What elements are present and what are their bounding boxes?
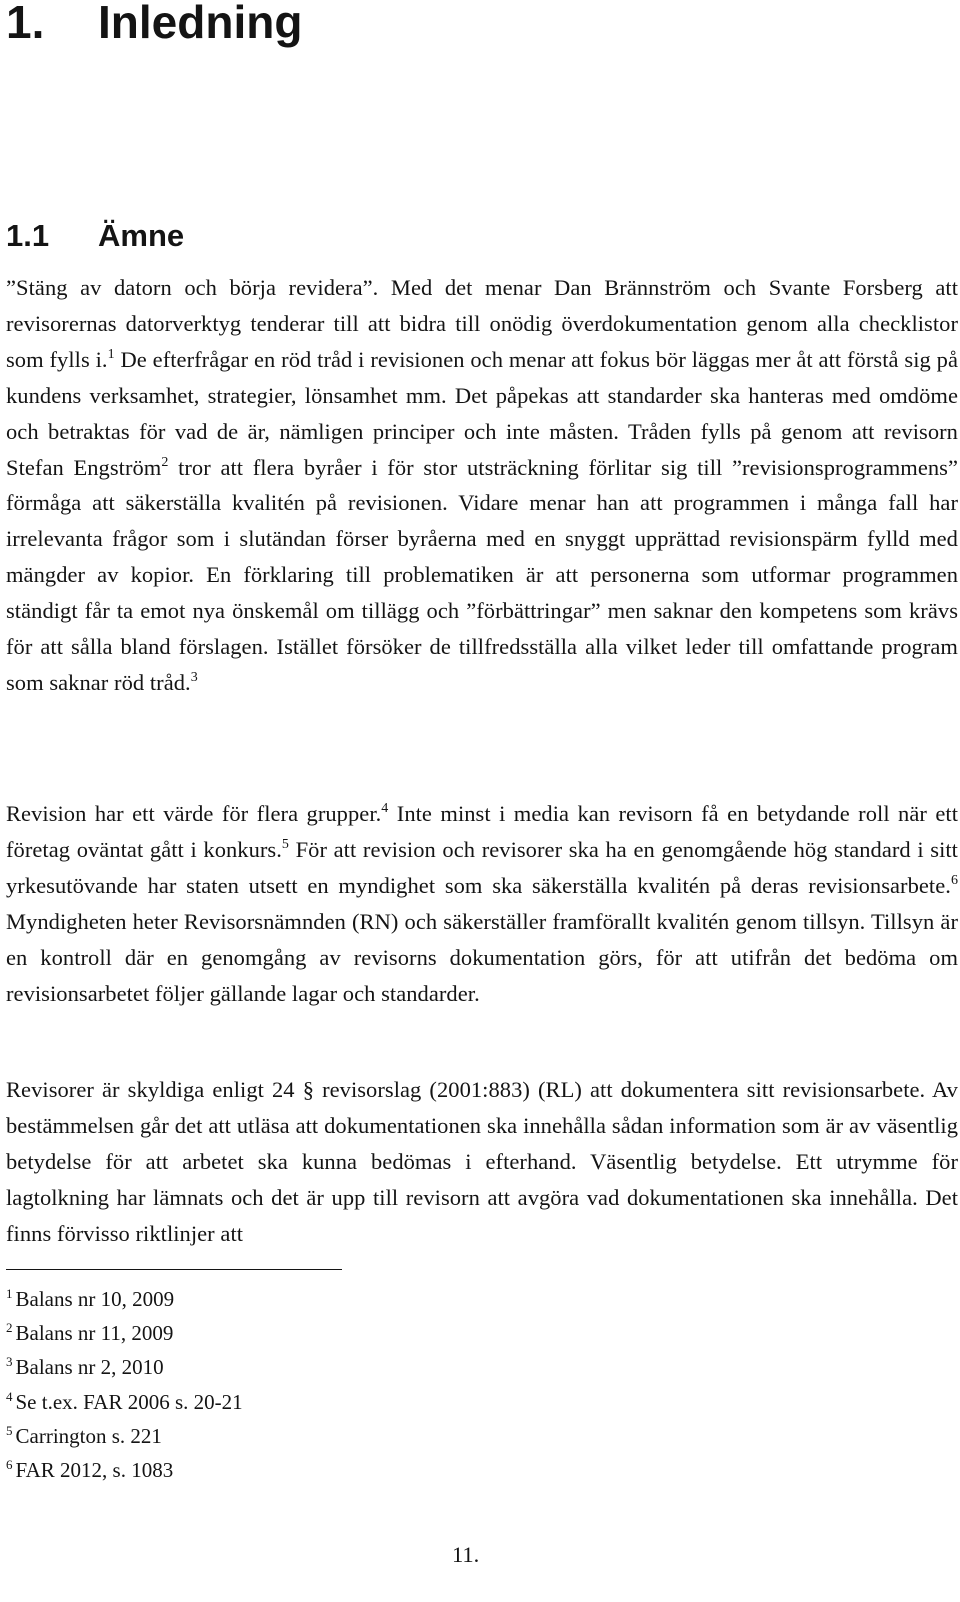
footnote-text: Balans nr 10, 2009 [15,1287,175,1311]
paragraph-text: ”Stäng av datorn och börja revidera”. Med det menar Dan Brännström och Svante Forsberg att revisorernas datorverktyg tenderar till att bidra till onödig överdokumentation genom alla checklistor som fylls i. [6,275,958,372]
footnote-mark: 5 [6,1422,13,1438]
footnote-reference: 6 [950,872,958,888]
paragraph-text: Inte minst i media kan revisorn få en betydande roll när ett företag oväntat gått i konkurs. [6,801,958,862]
paragraph-text: För att revision och revisorer ska ha en genomgående hög standard i sitt yrkesutövande har staten utsett en myndighet som ska säkerställa kvalitén på deras revisionsarbete. [6,836,958,898]
footnote-item [6,1282,243,1316]
paragraph-text: Myndigheten heter Revisorsnämnden (RN) och säkerställer framförallt kvalitén genom tillsyn. Tillsyn är en kontroll där en genomgång av revisorns dokumentation görs, för att utifrån det bedöma om revisionsarbetet följer gällande lagar och standarder. [6,908,958,1006]
footnote-item [6,1453,243,1487]
section-heading [6,216,184,256]
footnote-mark: 1 [6,1286,13,1301]
footnote-list [6,1282,243,1487]
footnote-item [6,1316,243,1350]
paragraph-text: De efterfrågar en röd tråd i revisionen och menar att fokus bör läggas mer åt att förstå sig på kundens verksamhet, strategier, lönsamhet mm. Det påpekas att standarder ska hanteras med omdöme och betraktas för vad de är, nämligen principer och inte måsten. Tråden fylls på genom att revisorn Stefan Engström [6,346,958,480]
chapter-heading [6,0,302,50]
section-number: 1.1 [6,218,50,253]
chapter-title: Inledning [98,0,303,48]
footnote-text: Carrington s. 221 [15,1423,162,1448]
footnote-text: FAR 2012, s. 1083 [15,1458,174,1483]
footnote-text: Balans nr 11, 2009 [15,1321,174,1346]
footnote-mark: 2 [6,1320,13,1336]
footnote-mark: 4 [6,1388,13,1404]
footnote-reference: 4 [381,801,389,816]
footnote-item [6,1419,243,1453]
footnote-mark: 6 [6,1457,13,1473]
footnote-reference: 2 [161,454,169,470]
paragraph-text: Revision har ett värde för flera grupper. [6,801,382,826]
paragraph-text: tror att flera byråer i för stor utsträckning förlitar sig till ”revisionsprogrammens” förmåga att säkerställa kvalitén på revisionen. Vidare menar han att programmen i många fall har irrelevanta frågor som i slutändan förser byråerna med en snyggt upprättad revisionspärm fylld med mängder av kopior. En förklaring till problematiken är att personerna som utformar programmen ständigt får ta emot nya önskemål om tillägg och ”förbättringar” men saknar den kompetens som krävs för att sålla bland förslagen. Istället försöker de tillfredsställa alla vilket leder till omfattande program som saknar röd tråd. [6,454,958,695]
footnote-reference: 1 [107,346,115,362]
footnote-item [6,1350,243,1384]
chapter-number: 1. [6,0,45,48]
footnote-mark: 3 [6,1354,13,1370]
footnote-text: Se t.ex. FAR 2006 s. 20-21 [15,1389,243,1414]
page-number: 11. [452,1542,480,1567]
section-title: Ämne [98,218,185,253]
footnote-reference: 5 [281,836,289,852]
footnote-separator [6,1269,342,1270]
footnote-text: Balans nr 2, 2010 [15,1355,164,1380]
footnote-reference: 3 [190,669,198,685]
body-paragraph-3 [6,1072,958,1252]
body-paragraph-2 [6,796,958,1011]
footnote-item [6,1385,243,1419]
paragraph-text: Revisorer är skyldiga enligt 24 § revisorslag (2001:883) (RL) att dokumentera sitt revisionsarbete. Av bestämmelsen går det att utläsa att dokumentationen ska innehålla sådan information som är av väsentlig betydelse för att arbetet ska kunna bedömas i efterhand. Väsentlig betydelse. Ett utrymme för lagtolkning har lämnats och det är upp till revisorn att avgöra vad dokumentationen ska innehålla. Det finns förvisso riktlinjer att [6,1077,958,1246]
body-paragraph-1 [6,270,958,701]
